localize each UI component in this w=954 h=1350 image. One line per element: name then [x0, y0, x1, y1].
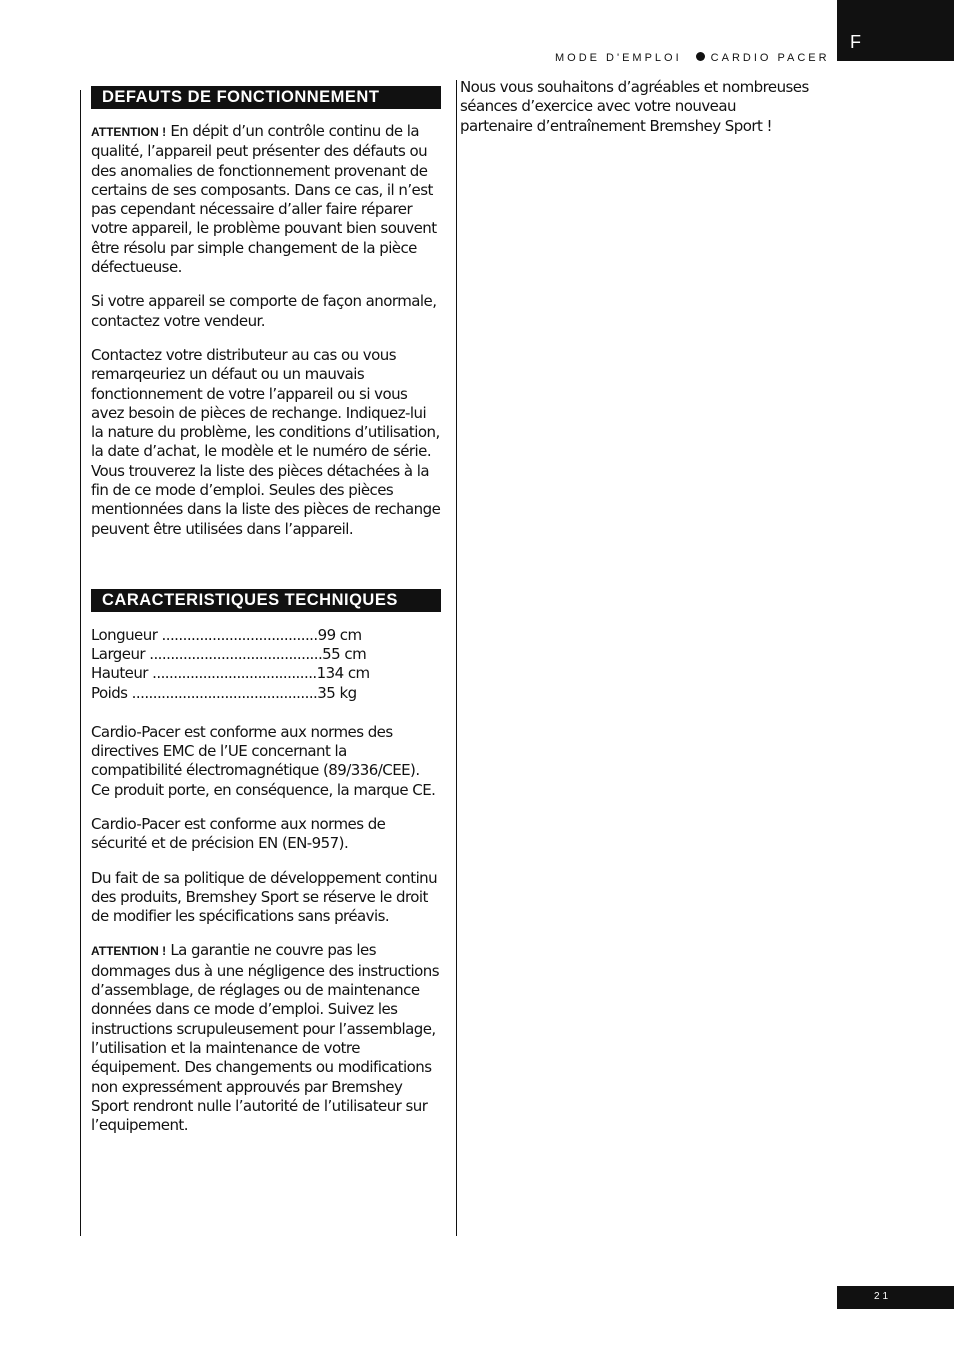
product-name: CARDIO PACER: [710, 52, 830, 64]
attention-label: ATTENTION !: [91, 944, 167, 959]
language-tab: [837, 0, 954, 61]
doc-type: MODE D'EMPLOI: [555, 52, 682, 64]
page-number: 21: [874, 1291, 892, 1302]
right-column: [460, 78, 810, 136]
defects-text-1: En dépit d’un contrôle continu de la qualité, l’appareil peut présenter des défauts ou des anomalies de fonctionnement provenant de certains de ses composants. Dans ce cas, il n’est pas cependant nécessaire d’aller faire réparer votre appareil, le problème pouvant bien souvent être résolu par simple changement de la pièce défectueuse.: [91, 122, 437, 277]
defects-paragraph-2: Si votre appareil se comporte de façon anormale, contactez votre vendeur.: [91, 292, 437, 330]
tech-paragraph-2: Cardio-Pacer est conforme aux normes de sécurité et de précision EN (EN-957).: [91, 814, 386, 853]
bullet-dot-icon: [696, 52, 705, 61]
tech-paragraph-4: [91, 941, 441, 1135]
left-column: [91, 86, 441, 1135]
tech-paragraph-1: Cardio-Pacer est conforme aux normes des directives EMC de l’UE concernant la compatibilité électromagnétique (89/336/CEE). Ce produit porte, en conséquence, la marque CE.: [91, 722, 436, 799]
spec-length: Longueur .....................................99 cm: [91, 625, 362, 644]
defects-paragraph-3: Contactez votre distributeur au cas ou vous remarqeuriez un défaut ou un mauvais fonctionnement de votre l’appareil ou si vous avez besoin de pièces de rechange. Indiquez-lui la nature du problème, les conditions d’utilisation, la date d’achat, le modèle et le numéro de série. Vous trouverez la liste des pièces détachées à la fin de ce mode d’emploi. Seules des pièces mentionnées dans la liste des pièces de rechange peuvent être utilisées dans l’appareil.: [91, 345, 441, 538]
running-header: [555, 52, 830, 64]
tech-text-4: La garantie ne couvre pas les dommages dus à une négligence des instructions d’assemblage, de réglages ou de maintenance données dans ce mode d’emploi. Suivez les instructions scrupuleusement pour l’assemblage, l’utilisation et la maintenance de votre équipement. Des changements ou modifications non expressément approuvés par Bremshey Sport rendront nulle l’autorité de l’utilisateur sur l’equipement.: [91, 941, 439, 1135]
defects-paragraph-1: [91, 122, 441, 277]
left-column-rule: [80, 90, 81, 1236]
center-column-rule: [456, 80, 457, 1236]
tech-heading: CARACTERISTIQUES TECHNIQUES: [91, 589, 441, 612]
attention-label: ATTENTION !: [91, 125, 167, 139]
spec-width: Largeur .........................................55 cm: [91, 645, 367, 664]
page-number-box: [837, 1286, 954, 1309]
language-letter: F: [850, 32, 861, 52]
spec-list: [91, 626, 441, 703]
spec-weight: Poids ............................................35 kg: [91, 683, 357, 702]
closing-paragraph: Nous vous souhaitons d’agréables et nombreuses séances d’exercice avec votre nouveau partenaire d’entraînement Bremshey Sport !: [460, 78, 809, 135]
tech-paragraph-3: Du fait de sa politique de développement continu des produits, Bremshey Sport se réserve le droit de modifier les spécifications sans préavis.: [91, 868, 438, 926]
spec-height: Hauteur .......................................134 cm: [91, 664, 370, 683]
defects-heading: DEFAUTS DE FONCTIONNEMENT: [91, 86, 441, 109]
